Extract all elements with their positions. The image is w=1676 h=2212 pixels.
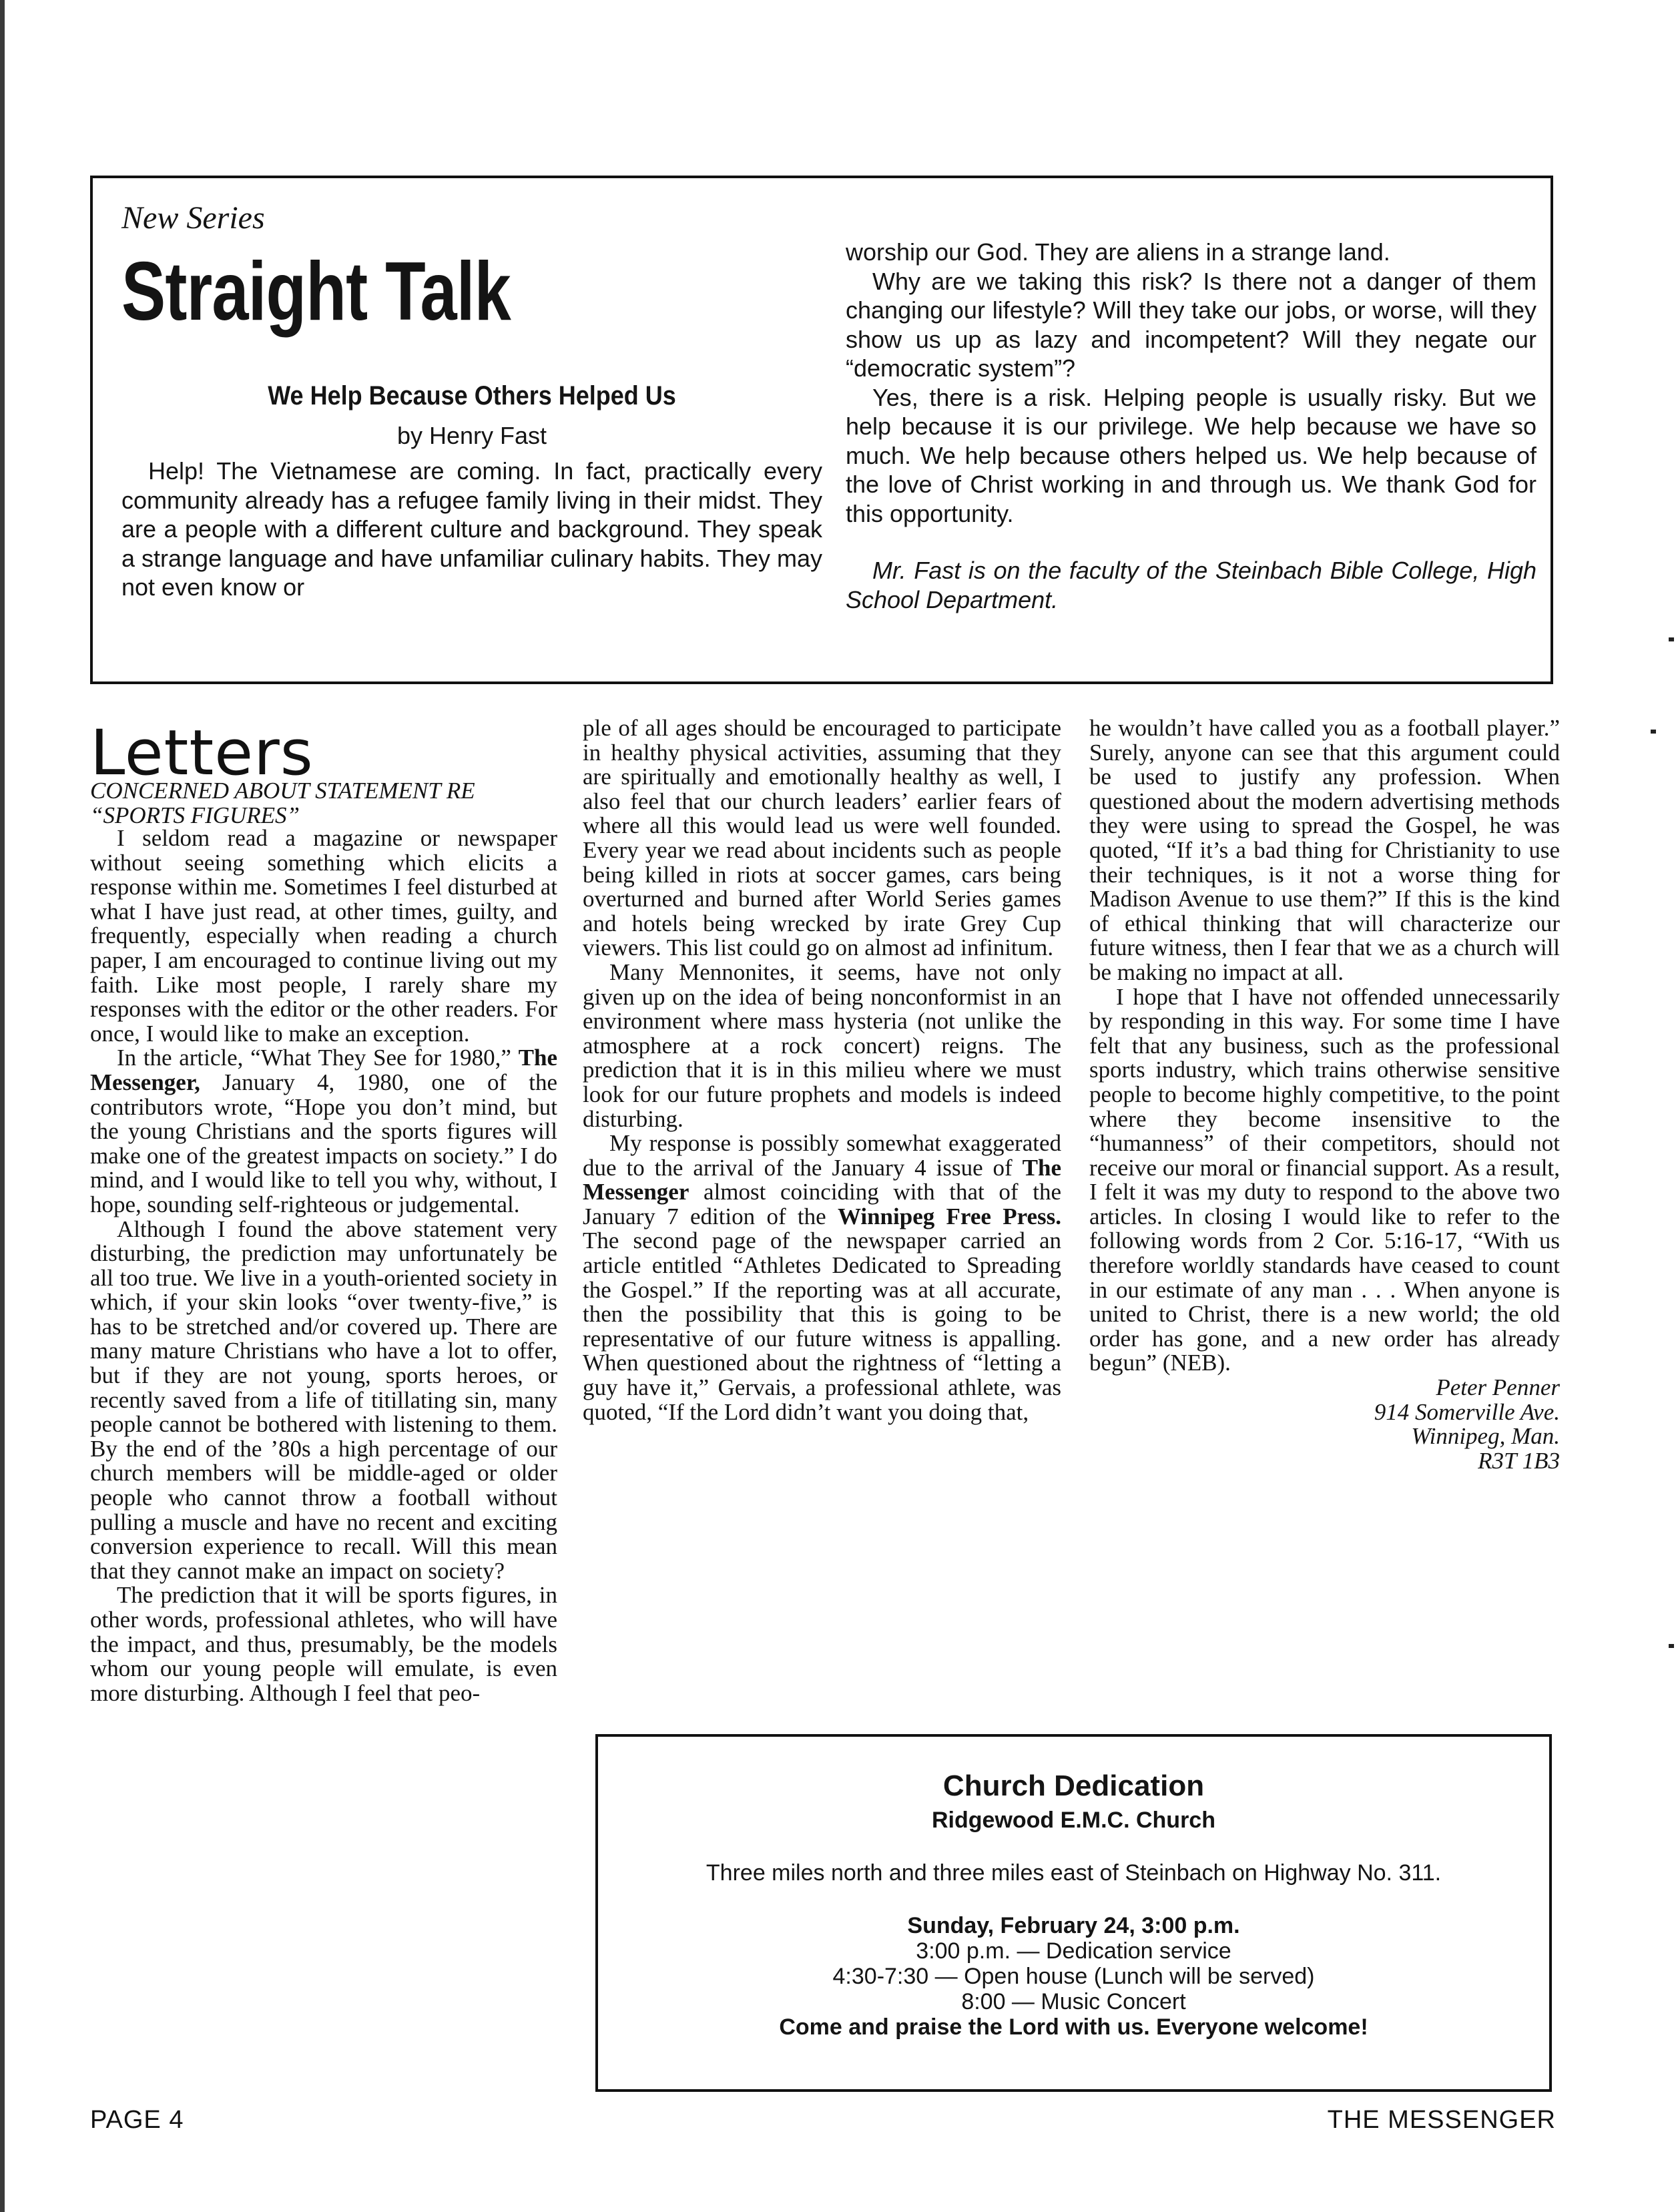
scan-mark — [1669, 637, 1674, 641]
schedule-item: 4:30-7:30 — Open house (Lunch will be served) — [832, 1964, 1315, 1990]
church-name: Ridgewood E.M.C. Church — [932, 1808, 1215, 1834]
article-paragraph: Help! The Vietnamese are coming. In fact, practically every community already has a refugee family living in their midst. They are a people with a different culture and background. They speak a strange language and have unfamiliar culinary habits. They may not even know or — [121, 457, 822, 601]
signature-name: Peter Penner — [1436, 1374, 1560, 1401]
straight-talk-box — [90, 176, 1553, 684]
letter-paragraph: ple of all ages should be encouraged to participate in healthy physical activities, assuming that they are spiritually and emotionally healthy as well, I also feel that our church leaders’ earlier fears of where all this would lead us were well founded. Every year we read about incidents such as people being killed in riots at soccer games, cars being overturned and burned after World Series games and hotels being wrecked by irate Grey Cup viewers. This list could go on almost ad infinitum. — [583, 715, 1061, 961]
letter-paragraph: I seldom read a magazine or newspaper without seeing something which elicits a response within me. Sometimes I feel disturbed at what I have just read, at other times, guilty, and frequently, especially when reading a church paper, I am encouraged to continue living out my faith. Like most people, I rarely share my responses with the editor or the other readers. For once, I would like to make an exception. — [90, 825, 557, 1047]
signature-street: 914 Somerville Ave. — [1374, 1398, 1560, 1425]
church-dedication-box — [595, 1734, 1552, 2092]
dedication-date: Sunday, February 24, 3:00 p.m. — [907, 1913, 1240, 1939]
letters-heading: Letters — [90, 717, 314, 790]
letters-column-2 — [583, 716, 1061, 1424]
dedication-title: Church Dedication — [942, 1769, 1205, 1802]
byline: by Henry Fast — [396, 422, 547, 449]
letter-paragraph: he wouldn’t have called you as a football player.” Surely, anyone can see that this argument could be used to justify any profession. When questioned about the modern advertising methods they were using to spread the Gospel, he was quoted, “If it’s a bad thing for Christianity to use their techniques, is it not a worse thing for Madison Avenue to use them?” If this is the kind of ethical thinking that will characterize our future witness, then I fear that we as a church will be making no impact at all. — [1089, 715, 1560, 985]
letter-paragraph: In the article, “What They See for 1980,” The Messenger, January 4, 1980, one of the contributors wrote, “Hope you don’t mind, but the young Christians and the sports figures will make one of the greatest impacts on society.” I do mind, and I would like to tell you why, without, I hope, sounding self-righteous or judgemental. — [90, 1045, 557, 1217]
welcome-message: Come and praise the Lord with us. Everyone welcome! — [779, 2014, 1368, 2040]
article-paragraph: worship our God. They are aliens in a strange land. — [846, 238, 1390, 266]
letter-paragraph: I hope that I have not offended unnecessarily by responding in this way. For some time I have felt that any business, such as the professional sports industry, which trains otherwise sensitive people to become highly competitive, to the point where they become insensitive to the “humanness” of their competitors, should not receive our moral or financial support. As a result, I felt it was my duty to respond to the above two articles. In closing I would like to refer to the following words from 2 Cor. 5:16-17, “With us therefore worldly standards have ceased to count in our estimate of any man . . . When anyone is united to Christ, there is a new world; the old order has gone, and a new order has already begun” (NEB). — [1089, 983, 1560, 1376]
letters-column-1 — [90, 826, 557, 1705]
schedule-item: 8:00 — Music Concert — [961, 1989, 1186, 2015]
scan-mark — [1669, 1644, 1674, 1648]
article-paragraph: Yes, there is a risk. Helping people is usually risky. But we help because it is our privilege. We help because we have so much. We help because others helped us. We help because of the love of Christ working in and through us. We thank God for this opportunity. — [846, 383, 1537, 527]
letters-column-3 — [1089, 716, 1560, 1473]
letter-paragraph: The prediction that it will be sports figures, in other words, professional athletes, who will have the impact, and thus, presumably, be the models whom our young people will emulate, is even more disturbing. Although I feel that peo- — [90, 1582, 557, 1706]
signature-city: Winnipeg, Man. — [1411, 1423, 1560, 1450]
newspaper-name: Winnipeg Free Press. — [837, 1203, 1061, 1229]
page-edge — [0, 0, 5, 2212]
straight-talk-title: Straight Talk — [121, 246, 511, 338]
letter-paragraph: My response is possibly somewhat exaggerated due to the arrival of the January 4 issue of The Messenger almost coinciding with that of the January 7 edition of the Winnipeg Free Press. The second page of the newspaper carried an article entitled “Athletes Dedicated to Spreading the Gospel.” If the reporting was at all accurate, then the possibility that this is going to be representative of our future witness is appalling. When questioned about the rightness of “letting a guy have it,” Gervais, a professional athlete, was quoted, “If the Lord didn’t want you doing that, — [583, 1130, 1061, 1425]
series-label: New Series — [121, 200, 265, 236]
straight-talk-subtitle: We Help Because Others Helped Us — [268, 381, 676, 410]
letter-title: CONCERNED ABOUT STATEMENT RE “SPORTS FIGURES” — [90, 778, 475, 828]
schedule-item: 3:00 p.m. — Dedication service — [916, 1938, 1231, 1964]
straight-talk-left-column — [121, 202, 822, 602]
church-location: Three miles north and three miles east of Steinbach on Highway No. 311. — [706, 1860, 1442, 1886]
signature-postal: R3T 1B3 — [1478, 1447, 1560, 1474]
page-number: PAGE 4 — [90, 2106, 184, 2134]
straight-talk-right-column — [846, 238, 1537, 614]
publication-name: The Messenger, — [90, 1045, 557, 1095]
author-bio: Mr. Fast is on the faculty of the Steinbach Bible College, High School Department. — [846, 557, 1537, 613]
publication-name: The Messenger — [583, 1154, 1061, 1205]
letter-signature — [1089, 1376, 1560, 1473]
article-paragraph: Why are we taking this risk? Is there not a danger of them changing our lifestyle? Will they take our jobs, or worse, will they show us up as lazy and incompetent? Will they negate our “democratic system”? — [846, 267, 1537, 382]
publication-footer: THE MESSENGER — [1327, 2106, 1556, 2134]
letter-paragraph: Although I found the above statement very disturbing, the prediction may unfortunately be all too true. We live in a youth-oriented society in which, if your skin looks “over twenty-five,” is has to be stretched and/or covered up. There are many mature Christians who have a lot to offer, but if they are not young, sports heroes, or recently saved from a life of titillating sin, many people cannot be bothered with listening to them. By the end of the ’80s a high percentage of our church members will be middle-aged or older people who cannot throw a football without pulling a muscle and have no recent and exciting conversion experience to recall. Will this mean that they cannot make an impact on society? — [90, 1215, 557, 1584]
scan-mark — [1651, 730, 1656, 734]
letter-paragraph: Many Mennonites, it seems, have not only given up on the idea of being nonconformist in an environment where mass hysteria (not unlike the atmosphere at a rock concert) reigns. The prediction that it is in this milieu where we must look for our future prophets and models is indeed disturbing. — [583, 958, 1061, 1132]
